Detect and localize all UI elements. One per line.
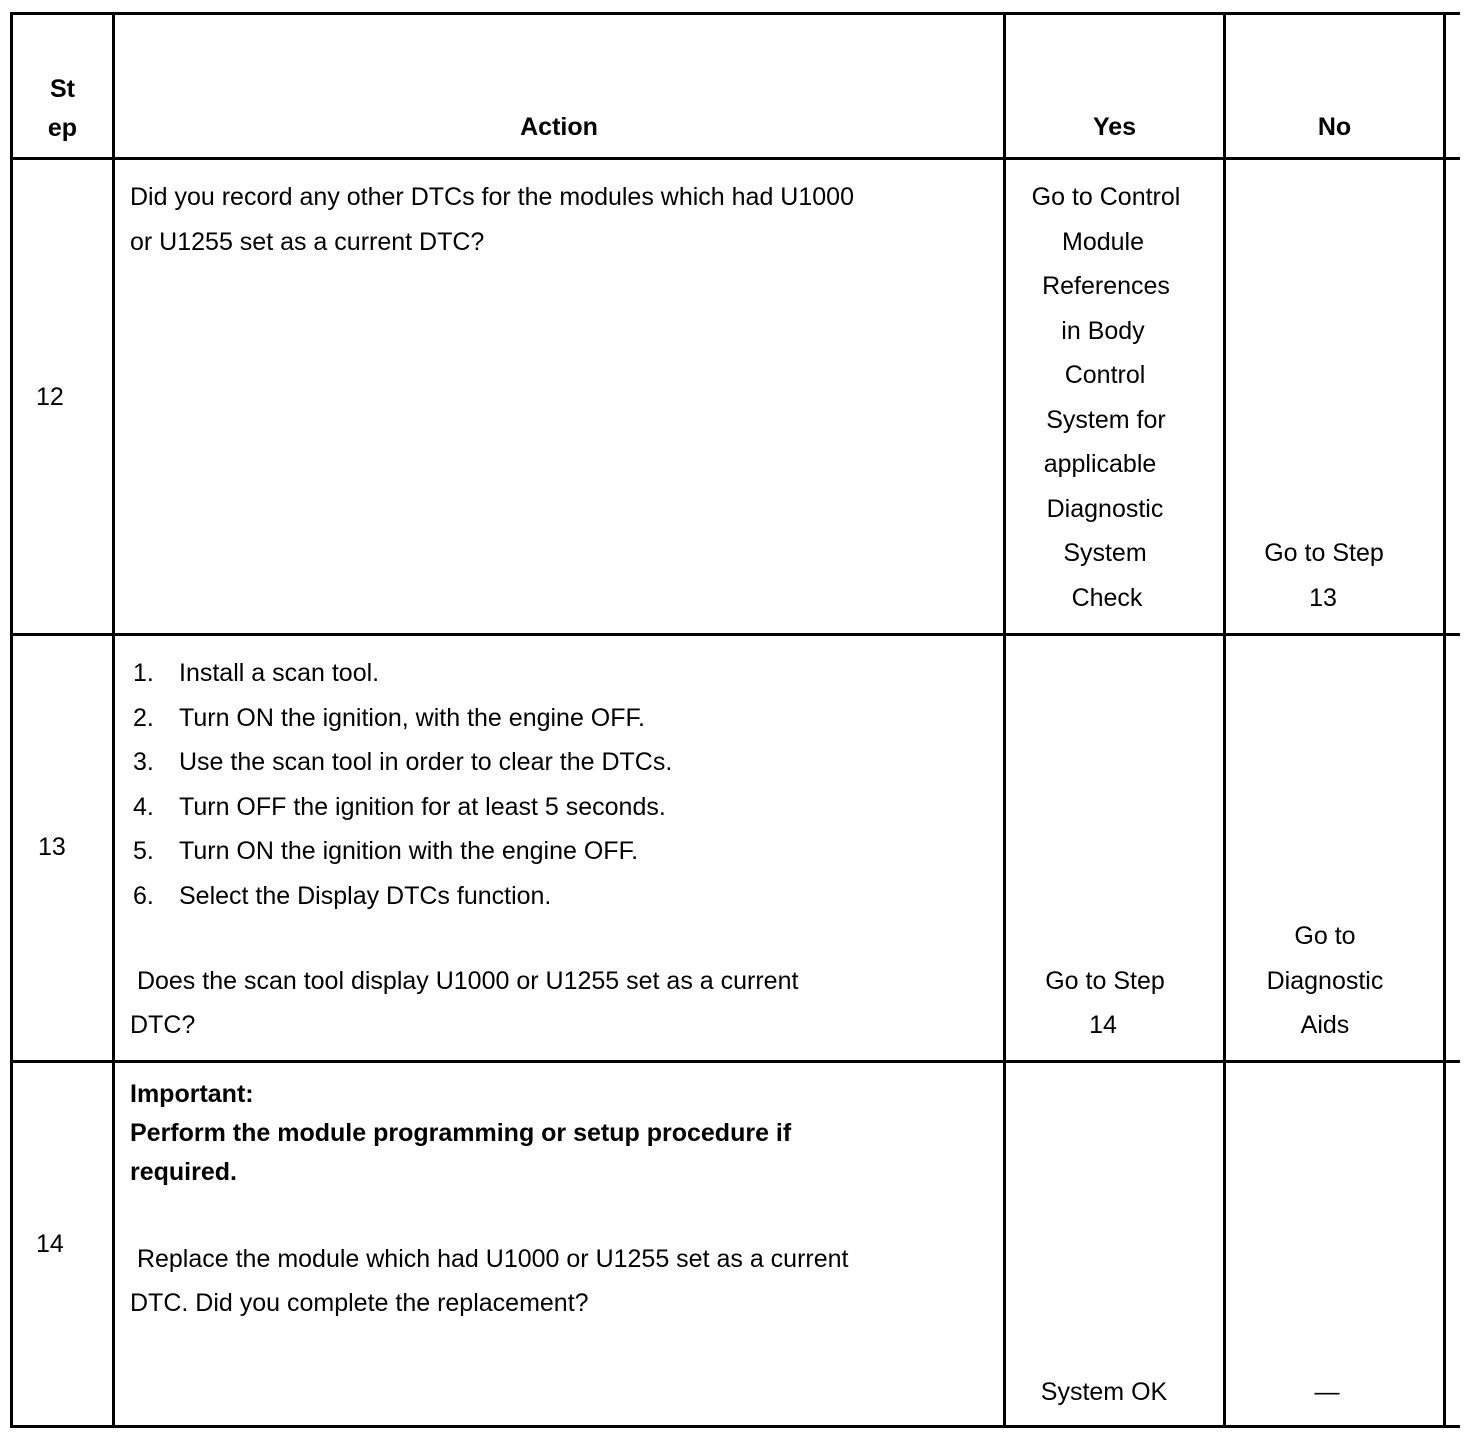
- yes-text-line: in Body: [1061, 317, 1145, 345]
- column-divider-yes: [1223, 12, 1226, 1428]
- list-item: [133, 651, 672, 696]
- no-text-line: —: [1314, 1378, 1340, 1406]
- yes-text-line: applicable: [1043, 450, 1157, 478]
- list-item-text: Use the scan tool in order to clear the DTCs.: [179, 748, 673, 776]
- yes-text-line: Diagnostic: [1046, 495, 1164, 523]
- step-number: 13: [38, 833, 66, 861]
- list-item-text: Turn OFF the ignition for at least 5 seconds.: [179, 792, 666, 821]
- yes-text-line: System: [1063, 539, 1147, 567]
- list-item: [133, 785, 672, 830]
- list-item-number: 4.: [133, 792, 154, 821]
- action-text-line: DTC. Did you complete the replacement?: [130, 1289, 589, 1317]
- yes-text-line: 14: [1089, 1011, 1117, 1039]
- header-action: Action: [520, 113, 598, 141]
- procedure-list: [133, 651, 672, 918]
- list-item-number: 1.: [133, 659, 154, 687]
- list-item-number: 5.: [133, 837, 154, 865]
- table-border-left: [10, 12, 13, 1428]
- list-item-number: 2.: [133, 703, 154, 732]
- step-number: 14: [36, 1230, 64, 1258]
- list-item-number: 6.: [133, 881, 154, 910]
- header-step-line1: St: [50, 75, 75, 103]
- table-border-bottom: [10, 1425, 1460, 1428]
- action-text-line: or U1255 set as a current DTC?: [130, 228, 485, 256]
- list-item: [133, 696, 672, 741]
- important-note-line: Perform the module programming or setup procedure if: [130, 1119, 792, 1147]
- yes-text-line: Control: [1064, 361, 1146, 389]
- row-divider-13: [10, 1060, 1460, 1063]
- list-item: [133, 874, 672, 919]
- list-item-text: Turn ON the ignition, with the engine OFF.: [179, 703, 645, 732]
- step-number: 12: [36, 383, 64, 411]
- yes-text-line: Go to Control: [1031, 183, 1181, 211]
- list-item-text: Select the Display DTCs function.: [179, 881, 552, 910]
- header-divider: [10, 157, 1460, 160]
- no-text-line: 13: [1309, 584, 1337, 612]
- list-item: [133, 829, 672, 874]
- no-text-line: Aids: [1300, 1011, 1350, 1039]
- yes-text-line: Module: [1062, 228, 1144, 256]
- yes-text-line: Go to Step: [1045, 967, 1165, 995]
- question-text-line: Does the scan tool display U1000 or U1255 set as a current: [130, 967, 799, 995]
- header-yes: Yes: [1092, 113, 1137, 141]
- yes-text-line: References: [1042, 272, 1170, 300]
- table-border-right: [1443, 12, 1446, 1428]
- row-divider-12: [10, 633, 1460, 636]
- yes-text-line: System for: [1046, 406, 1166, 434]
- list-item-text: Turn ON the ignition with the engine OFF.: [179, 837, 639, 865]
- header-step-line2: ep: [47, 114, 78, 142]
- list-item-text: Install a scan tool.: [179, 659, 380, 687]
- no-text-line: Diagnostic: [1266, 967, 1384, 995]
- action-text-line: Replace the module which had U1000 or U1255 set as a current: [130, 1245, 849, 1273]
- header-step: [13, 70, 112, 148]
- column-divider-step: [112, 12, 115, 1428]
- header-no: No: [1317, 113, 1352, 141]
- question-text-line: DTC?: [130, 1011, 196, 1039]
- list-item-number: 3.: [133, 748, 154, 776]
- table-border-top: [10, 12, 1460, 15]
- yes-text-line: Check: [1071, 584, 1143, 612]
- no-text-line: Go to Step: [1264, 539, 1384, 567]
- action-text-line: Did you record any other DTCs for the modules which had U1000: [130, 183, 854, 211]
- important-label: Important:: [130, 1080, 254, 1108]
- yes-text-line: System OK: [1040, 1378, 1168, 1406]
- important-note-line: required.: [130, 1158, 237, 1186]
- no-text-line: Go to: [1294, 922, 1356, 950]
- list-item: [133, 740, 672, 785]
